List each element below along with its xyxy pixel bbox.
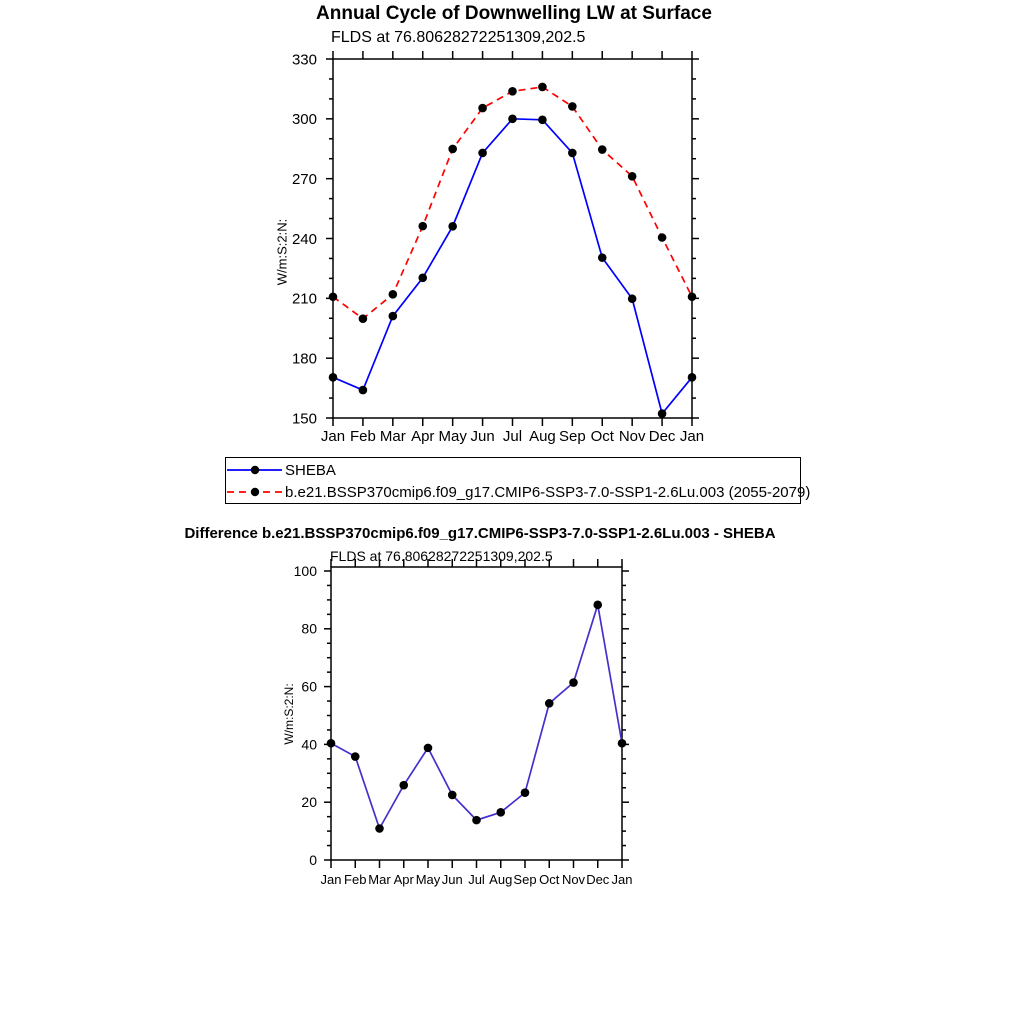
data-point [424,744,433,753]
data-point [359,386,368,395]
data-point [478,104,487,113]
x-tick-label: Dec [586,872,610,887]
bottom-chart-y-axis-label: W/m:S:2:N: [282,683,296,745]
data-point [628,294,637,303]
y-tick-label: 150 [291,410,317,428]
data-point [496,808,505,817]
x-tick-label: Jul [502,428,523,445]
axis-box [333,59,692,418]
legend-label-sheba: SHEBA [285,461,336,479]
y-tick-label: 240 [291,230,317,248]
data-point [628,172,637,181]
chart-group [294,559,633,887]
x-tick-label: Jun [441,872,463,887]
data-point [618,739,627,748]
legend-line-sample-solid [227,462,283,478]
data-point [521,788,530,797]
legend-marker-dot [251,488,259,496]
data-point [658,233,667,242]
x-tick-label: Mar [368,872,391,887]
data-point [351,752,360,761]
bottom-chart-subtitle: FLDS at 76.80628272251309,202.5 [330,548,553,564]
x-tick-label: Sep [558,428,586,445]
x-tick-label: Aug [529,428,556,445]
data-point [538,116,547,125]
data-point [448,791,457,800]
x-tick-label: Feb [344,872,367,887]
data-point [478,149,487,158]
y-tick-label: 270 [291,170,317,188]
series-line-difference [331,605,622,829]
data-point [688,292,697,301]
data-point [508,87,517,96]
x-tick-label: Nov [561,872,586,887]
x-tick-label: Feb [349,428,376,445]
x-tick-label: Mar [379,428,406,445]
legend-item-model [227,482,810,502]
x-tick-label: Jan [679,428,705,445]
top-chart-subtitle: FLDS at 76.80628272251309,202.5 [331,29,586,46]
y-tick-label: 0 [309,851,317,868]
y-tick-label: 330 [291,51,317,69]
y-tick-label: 180 [291,350,317,368]
y-tick-label: 300 [291,111,317,129]
legend-marker-dot [251,466,259,474]
x-tick-label: May [415,872,441,887]
data-point [418,273,427,282]
x-tick-label: Jan [320,428,346,445]
data-point [545,699,554,708]
x-tick-label: Jun [470,428,495,445]
data-point [327,739,336,748]
y-tick-label: 210 [291,290,317,308]
y-tick-label: 100 [293,562,317,579]
x-tick-label: May [438,428,467,445]
top-chart-y-axis-label: W/m:S:2:N: [274,218,290,286]
x-tick-label: Oct [590,428,614,445]
x-tick-label: Jul [468,872,485,887]
data-point [389,290,398,299]
data-point [593,601,602,610]
data-point [538,83,547,92]
x-tick-label: Jan [611,872,633,887]
data-point [598,253,607,262]
x-tick-label: Jan [320,872,342,887]
legend-label-model: b.e21.BSSP370cmip6.f09_g17.CMIP6-SSP3-7.0-SSP1-2.6Lu.003 (2055-2079) [285,483,811,501]
x-tick-label: Apr [411,428,435,445]
legend-box [225,457,811,504]
y-tick-label: 20 [301,794,317,811]
legend-item-sheba [227,460,336,480]
x-tick-label: Dec [648,428,676,445]
y-tick-label: 60 [301,678,317,695]
data-point [568,149,577,158]
x-tick-label: Apr [393,872,414,887]
data-point [399,781,408,790]
legend-line-sample-dashed [227,484,283,500]
data-point [568,102,577,111]
data-point [658,409,667,418]
x-tick-label: Nov [618,428,646,445]
data-point [688,373,697,382]
data-point [359,314,368,323]
data-point [375,824,384,833]
y-tick-label: 40 [301,736,317,753]
data-point [508,115,517,124]
x-tick-label: Aug [489,872,513,887]
data-point [329,373,338,382]
chart-group [292,51,704,445]
data-point [329,292,338,301]
series-line-SHEBA [333,119,692,414]
x-tick-label: Sep [513,872,537,887]
data-point [569,678,578,687]
data-point [598,145,607,154]
data-point [448,222,457,231]
data-point [472,816,481,825]
bottom-chart-title: Difference b.e21.BSSP370cmip6.f09_g17.CMIP6-SSP3-7.0-SSP1-2.6Lu.003 - SHEBA [184,525,776,542]
data-point [418,222,427,231]
top-chart-title: Annual Cycle of Downwelling LW at Surface [316,3,712,24]
x-tick-label: Oct [539,872,560,887]
y-tick-label: 80 [301,620,317,637]
data-point [389,312,398,321]
data-point [448,145,457,154]
